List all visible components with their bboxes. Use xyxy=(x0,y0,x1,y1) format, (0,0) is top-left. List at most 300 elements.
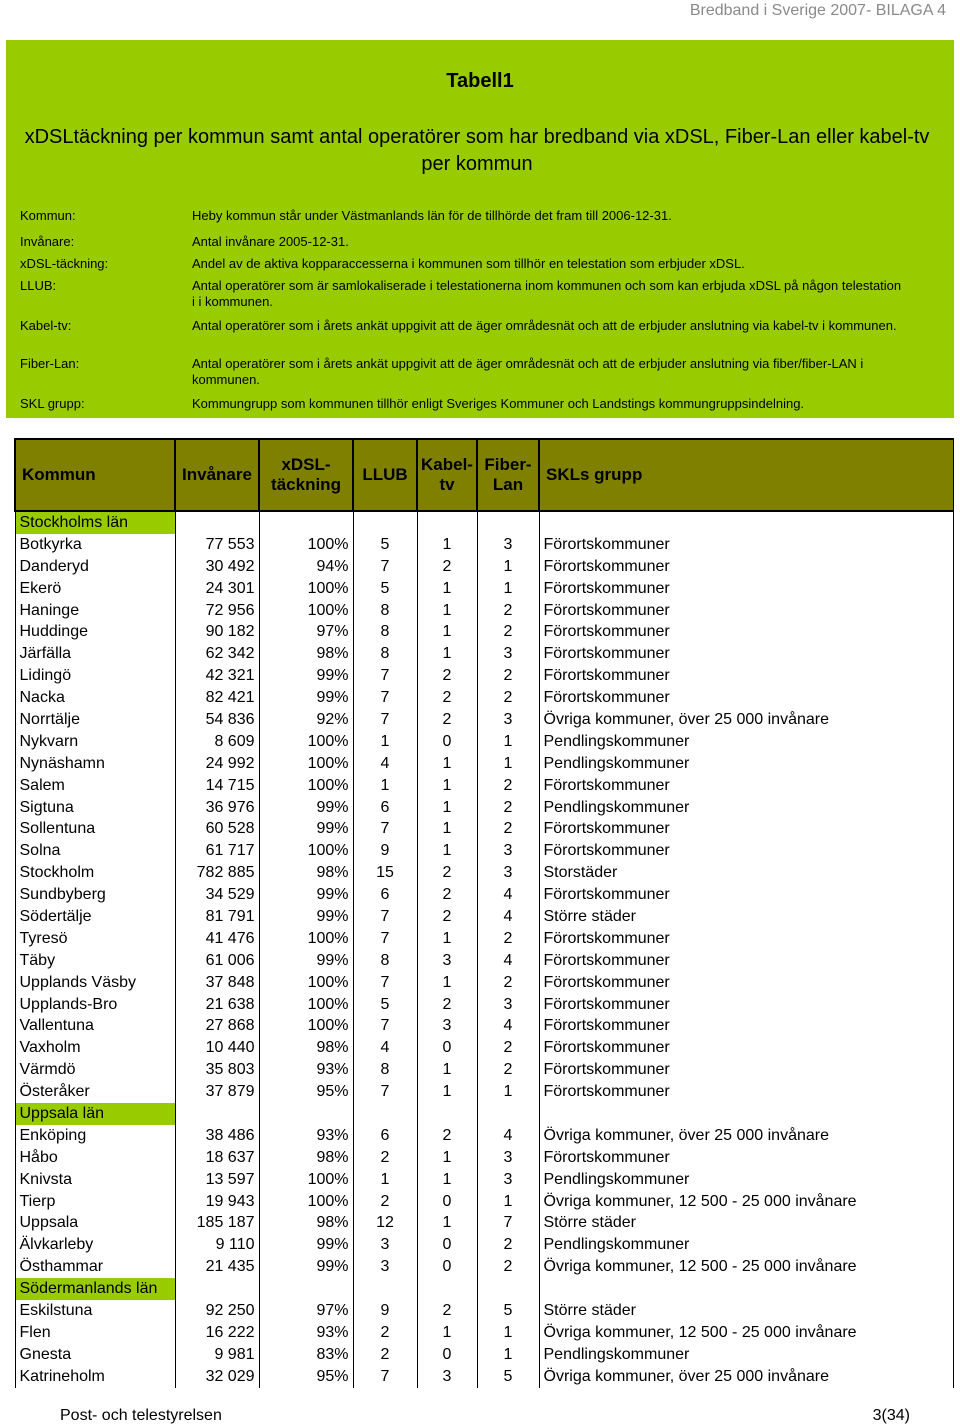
cell-skl-grupp: Förortskommuner xyxy=(539,1015,953,1037)
cell-kabel-tv: 1 xyxy=(417,1059,477,1081)
county-name: Uppsala län xyxy=(15,1103,175,1125)
cell-kabel-tv: 2 xyxy=(417,709,477,731)
cell-kommun: Östhammar xyxy=(15,1256,175,1278)
cell-fiber-lan: 2 xyxy=(477,972,539,994)
cell-llub: 2 xyxy=(353,1344,417,1366)
cell-kabel-tv: 3 xyxy=(417,1015,477,1037)
cell-xdsl: 99% xyxy=(259,1234,353,1256)
cell-llub: 7 xyxy=(353,1081,417,1103)
definition-skl-grupp xyxy=(20,396,920,412)
cell-kabel-tv: 1 xyxy=(417,775,477,797)
cell-fiber-lan: 1 xyxy=(477,1322,539,1344)
table-row xyxy=(15,600,953,622)
cell-kabel-tv: 1 xyxy=(417,534,477,556)
county-name: Södermanlands län xyxy=(15,1278,175,1300)
cell-kabel-tv: 1 xyxy=(417,972,477,994)
cell-kommun: Uppsala xyxy=(15,1213,175,1235)
cell-skl-grupp: Förortskommuner xyxy=(539,643,953,665)
cell-invanare: 36 976 xyxy=(175,797,259,819)
cell-fiber-lan: 1 xyxy=(477,578,539,600)
definition-term: Kabel-tv: xyxy=(20,318,72,333)
cell-llub: 9 xyxy=(353,840,417,862)
cell-kabel-tv: 1 xyxy=(417,797,477,819)
table-row xyxy=(15,556,953,578)
cell-llub: 7 xyxy=(353,556,417,578)
cell-llub: 1 xyxy=(353,775,417,797)
cell-kabel-tv: 2 xyxy=(417,1300,477,1322)
cell-kommun: Lidingö xyxy=(15,665,175,687)
broadband-table xyxy=(14,438,954,1388)
cell-fiber-lan: 5 xyxy=(477,1366,539,1388)
cell-skl-grupp: Pendlingskommuner xyxy=(539,797,953,819)
cell-xdsl: 95% xyxy=(259,1366,353,1388)
cell-skl-grupp: Förortskommuner xyxy=(539,534,953,556)
cell-fiber-lan: 2 xyxy=(477,665,539,687)
cell-fiber-lan: 2 xyxy=(477,621,539,643)
cell-invanare: 10 440 xyxy=(175,1037,259,1059)
cell-skl-grupp: Övriga kommuner, 12 500 - 25 000 invånare xyxy=(539,1191,953,1213)
cell-llub: 3 xyxy=(353,1256,417,1278)
cell-kabel-tv: 1 xyxy=(417,1081,477,1103)
definition-kabel-tv xyxy=(20,318,920,352)
cell-skl-grupp: Övriga kommuner, över 25 000 invånare xyxy=(539,1125,953,1147)
cell-kommun: Huddinge xyxy=(15,621,175,643)
cell-kommun: Flen xyxy=(15,1322,175,1344)
cell-kabel-tv: 1 xyxy=(417,1147,477,1169)
cell-invanare: 9 110 xyxy=(175,1234,259,1256)
cell-skl-grupp: Förortskommuner xyxy=(539,1081,953,1103)
cell-skl-grupp: Förortskommuner xyxy=(539,818,953,840)
cell-kabel-tv: 2 xyxy=(417,1125,477,1147)
cell-skl-grupp: Förortskommuner xyxy=(539,775,953,797)
table-row xyxy=(15,753,953,775)
cell-invanare: 18 637 xyxy=(175,1147,259,1169)
cell-llub: 6 xyxy=(353,1125,417,1147)
cell-xdsl: 100% xyxy=(259,775,353,797)
cell-kabel-tv: 1 xyxy=(417,1322,477,1344)
cell-skl-grupp: Förortskommuner xyxy=(539,665,953,687)
county-row xyxy=(15,1103,953,1125)
table-row xyxy=(15,928,953,950)
empty-cell xyxy=(353,511,417,534)
table-row xyxy=(15,1322,953,1344)
cell-llub: 5 xyxy=(353,534,417,556)
cell-kabel-tv: 1 xyxy=(417,621,477,643)
cell-kommun: Sollentuna xyxy=(15,818,175,840)
cell-skl-grupp: Pendlingskommuner xyxy=(539,753,953,775)
cell-kabel-tv: 0 xyxy=(417,1344,477,1366)
cell-kabel-tv: 1 xyxy=(417,1169,477,1191)
cell-skl-grupp: Förortskommuner xyxy=(539,972,953,994)
cell-xdsl: 98% xyxy=(259,1213,353,1235)
cell-fiber-lan: 1 xyxy=(477,1344,539,1366)
cell-skl-grupp: Förortskommuner xyxy=(539,1037,953,1059)
cell-fiber-lan: 1 xyxy=(477,1081,539,1103)
cell-llub: 2 xyxy=(353,1191,417,1213)
table-row xyxy=(15,1344,953,1366)
definition-term: Invånare: xyxy=(20,234,75,249)
cell-invanare: 30 492 xyxy=(175,556,259,578)
intro-box xyxy=(6,40,954,418)
cell-invanare: 35 803 xyxy=(175,1059,259,1081)
cell-xdsl: 100% xyxy=(259,972,353,994)
cell-kommun: Södertälje xyxy=(15,906,175,928)
table-row xyxy=(15,1147,953,1169)
cell-llub: 4 xyxy=(353,753,417,775)
definition-desc: Kommungrupp som kommunen tillhör enligt Sveriges Kommuner och Landstings kommungruppsindelning. xyxy=(192,396,805,411)
cell-xdsl: 100% xyxy=(259,840,353,862)
cell-llub: 8 xyxy=(353,1059,417,1081)
cell-kommun: Nynäshamn xyxy=(15,753,175,775)
empty-cell xyxy=(539,1103,953,1125)
cell-kommun: Danderyd xyxy=(15,556,175,578)
table-row xyxy=(15,972,953,994)
empty-cell xyxy=(539,511,953,534)
cell-skl-grupp: Pendlingskommuner xyxy=(539,1169,953,1191)
cell-kommun: Haninge xyxy=(15,600,175,622)
cell-xdsl: 93% xyxy=(259,1059,353,1081)
cell-llub: 7 xyxy=(353,1015,417,1037)
empty-cell xyxy=(539,1278,953,1300)
cell-xdsl: 99% xyxy=(259,950,353,972)
cell-kommun: Upplands Väsby xyxy=(15,972,175,994)
cell-invanare: 61 717 xyxy=(175,840,259,862)
empty-cell xyxy=(477,1103,539,1125)
definition-term: SKL grupp: xyxy=(20,396,85,411)
cell-llub: 6 xyxy=(353,884,417,906)
cell-xdsl: 100% xyxy=(259,600,353,622)
cell-skl-grupp: Större städer xyxy=(539,1213,953,1235)
table-row xyxy=(15,994,953,1016)
cell-kabel-tv: 1 xyxy=(417,840,477,862)
cell-xdsl: 100% xyxy=(259,928,353,950)
definition-llub xyxy=(20,278,920,312)
definition-fiber-lan xyxy=(20,356,920,390)
cell-kabel-tv: 0 xyxy=(417,1191,477,1213)
cell-xdsl: 93% xyxy=(259,1322,353,1344)
cell-llub: 7 xyxy=(353,687,417,709)
cell-llub: 7 xyxy=(353,665,417,687)
cell-fiber-lan: 1 xyxy=(477,731,539,753)
definition-desc: Heby kommun står under Västmanlands län för de tillhörde det fram till 2006-12-31. xyxy=(192,208,672,223)
cell-invanare: 38 486 xyxy=(175,1125,259,1147)
cell-xdsl: 99% xyxy=(259,906,353,928)
cell-llub: 7 xyxy=(353,1366,417,1388)
cell-kommun: Solna xyxy=(15,840,175,862)
cell-kommun: Gnesta xyxy=(15,1344,175,1366)
table-row xyxy=(15,643,953,665)
cell-kommun: Nykvarn xyxy=(15,731,175,753)
cell-skl-grupp: Förortskommuner xyxy=(539,928,953,950)
cell-xdsl: 99% xyxy=(259,818,353,840)
cell-kabel-tv: 0 xyxy=(417,1256,477,1278)
definition-desc: Antal operatörer som i årets ankät uppgivit att de äger områdesnät och att de erbjuder anslutning via kabel-tv i kommunen. xyxy=(192,318,897,333)
cell-invanare: 37 879 xyxy=(175,1081,259,1103)
cell-kommun: Älvkarleby xyxy=(15,1234,175,1256)
definition-term: LLUB: xyxy=(20,278,57,293)
county-row xyxy=(15,511,953,534)
cell-xdsl: 99% xyxy=(259,797,353,819)
table-row xyxy=(15,1234,953,1256)
cell-fiber-lan: 3 xyxy=(477,709,539,731)
cell-xdsl: 98% xyxy=(259,1147,353,1169)
cell-kabel-tv: 2 xyxy=(417,994,477,1016)
cell-kommun: Värmdö xyxy=(15,1059,175,1081)
definition-kommun xyxy=(20,208,920,224)
cell-invanare: 81 791 xyxy=(175,906,259,928)
cell-skl-grupp: Förortskommuner xyxy=(539,600,953,622)
cell-xdsl: 99% xyxy=(259,665,353,687)
table-body xyxy=(15,511,953,1388)
cell-fiber-lan: 2 xyxy=(477,797,539,819)
cell-fiber-lan: 2 xyxy=(477,775,539,797)
cell-llub: 8 xyxy=(353,600,417,622)
table-row xyxy=(15,621,953,643)
empty-cell xyxy=(417,1278,477,1300)
cell-skl-grupp: Förortskommuner xyxy=(539,994,953,1016)
cell-kabel-tv: 1 xyxy=(417,1213,477,1235)
cell-fiber-lan: 2 xyxy=(477,818,539,840)
cell-llub: 3 xyxy=(353,1234,417,1256)
cell-kabel-tv: 2 xyxy=(417,862,477,884)
table-title: Tabell1 xyxy=(446,70,514,92)
table-row xyxy=(15,665,953,687)
cell-skl-grupp: Övriga kommuner, 12 500 - 25 000 invånare xyxy=(539,1256,953,1278)
cell-kommun: Ekerö xyxy=(15,578,175,600)
cell-kommun: Järfälla xyxy=(15,643,175,665)
table-row xyxy=(15,818,953,840)
cell-kabel-tv: 2 xyxy=(417,665,477,687)
cell-invanare: 54 836 xyxy=(175,709,259,731)
cell-xdsl: 100% xyxy=(259,534,353,556)
cell-skl-grupp: Övriga kommuner, över 25 000 invånare xyxy=(539,709,953,731)
cell-kommun: Nacka xyxy=(15,687,175,709)
cell-fiber-lan: 2 xyxy=(477,600,539,622)
county-name: Stockholms län xyxy=(15,511,175,534)
footer-publisher: Post- och telestyrelsen xyxy=(60,1407,222,1424)
cell-fiber-lan: 3 xyxy=(477,1147,539,1169)
cell-kommun: Upplands-Bro xyxy=(15,994,175,1016)
cell-kabel-tv: 0 xyxy=(417,1037,477,1059)
cell-invanare: 27 868 xyxy=(175,1015,259,1037)
cell-invanare: 8 609 xyxy=(175,731,259,753)
cell-xdsl: 99% xyxy=(259,687,353,709)
cell-kommun: Stockholm xyxy=(15,862,175,884)
cell-skl-grupp: Övriga kommuner, över 25 000 invånare xyxy=(539,1366,953,1388)
cell-fiber-lan: 4 xyxy=(477,950,539,972)
cell-kommun: Botkyrka xyxy=(15,534,175,556)
col-header-llub: LLUB xyxy=(353,439,417,511)
cell-llub: 8 xyxy=(353,643,417,665)
table-row xyxy=(15,534,953,556)
table-row xyxy=(15,906,953,928)
table-row xyxy=(15,1366,953,1388)
table-row xyxy=(15,687,953,709)
cell-invanare: 21 638 xyxy=(175,994,259,1016)
cell-kommun: Täby xyxy=(15,950,175,972)
empty-cell xyxy=(353,1103,417,1125)
cell-llub: 7 xyxy=(353,972,417,994)
cell-fiber-lan: 2 xyxy=(477,687,539,709)
table-row xyxy=(15,1059,953,1081)
cell-kommun: Eskilstuna xyxy=(15,1300,175,1322)
cell-invanare: 32 029 xyxy=(175,1366,259,1388)
cell-llub: 9 xyxy=(353,1300,417,1322)
cell-llub: 7 xyxy=(353,709,417,731)
cell-llub: 2 xyxy=(353,1147,417,1169)
cell-invanare: 37 848 xyxy=(175,972,259,994)
cell-invanare: 34 529 xyxy=(175,884,259,906)
cell-invanare: 41 476 xyxy=(175,928,259,950)
cell-kabel-tv: 1 xyxy=(417,928,477,950)
table-row xyxy=(15,1037,953,1059)
table-subtitle: xDSLtäckning per kommun samt antal operatörer som har bredband via xDSL, Fiber-Lan eller kabel-tv per kommun xyxy=(24,126,930,175)
cell-llub: 6 xyxy=(353,797,417,819)
cell-xdsl: 92% xyxy=(259,709,353,731)
empty-cell xyxy=(477,511,539,534)
table-row xyxy=(15,578,953,600)
empty-cell xyxy=(477,1278,539,1300)
cell-llub: 1 xyxy=(353,1169,417,1191)
cell-invanare: 19 943 xyxy=(175,1191,259,1213)
definition-desc: Antal operatörer som i årets ankät uppgivit att de äger områdesnät och att de erbjuder anslutning via fiber/fiber-LAN i kommunen. xyxy=(192,356,864,387)
table-row xyxy=(15,1169,953,1191)
col-header-skl-grupp: SKLs grupp xyxy=(539,439,953,511)
empty-cell xyxy=(417,1103,477,1125)
cell-skl-grupp: Pendlingskommuner xyxy=(539,1344,953,1366)
cell-kommun: Salem xyxy=(15,775,175,797)
cell-fiber-lan: 2 xyxy=(477,1256,539,1278)
cell-xdsl: 100% xyxy=(259,1169,353,1191)
empty-cell xyxy=(259,511,353,534)
cell-kommun: Knivsta xyxy=(15,1169,175,1191)
cell-kabel-tv: 2 xyxy=(417,884,477,906)
cell-llub: 4 xyxy=(353,1037,417,1059)
definition-term: Kommun: xyxy=(20,208,76,223)
table-row xyxy=(15,1191,953,1213)
cell-llub: 1 xyxy=(353,731,417,753)
cell-xdsl: 94% xyxy=(259,556,353,578)
table-row xyxy=(15,709,953,731)
empty-cell xyxy=(353,1278,417,1300)
cell-llub: 5 xyxy=(353,578,417,600)
cell-kabel-tv: 1 xyxy=(417,578,477,600)
cell-invanare: 21 435 xyxy=(175,1256,259,1278)
cell-llub: 2 xyxy=(353,1322,417,1344)
cell-fiber-lan: 5 xyxy=(477,1300,539,1322)
cell-invanare: 92 250 xyxy=(175,1300,259,1322)
cell-kommun: Enköping xyxy=(15,1125,175,1147)
cell-invanare: 60 528 xyxy=(175,818,259,840)
cell-invanare: 9 981 xyxy=(175,1344,259,1366)
cell-invanare: 82 421 xyxy=(175,687,259,709)
cell-fiber-lan: 3 xyxy=(477,862,539,884)
definition-term: xDSL-täckning: xyxy=(20,256,109,271)
table-row xyxy=(15,775,953,797)
cell-invanare: 14 715 xyxy=(175,775,259,797)
footer-page-number: 3(34) xyxy=(872,1407,910,1424)
table-row xyxy=(15,1081,953,1103)
cell-skl-grupp: Förortskommuner xyxy=(539,556,953,578)
county-row xyxy=(15,1278,953,1300)
cell-xdsl: 99% xyxy=(259,884,353,906)
definition-desc: Antal operatörer som är samlokaliserade i telestationerna inom kommunen och som kan erbjuda xDSL på någon telestation i i kommunen. xyxy=(192,278,902,309)
cell-skl-grupp: Förortskommuner xyxy=(539,950,953,972)
table-row xyxy=(15,1015,953,1037)
cell-xdsl: 100% xyxy=(259,994,353,1016)
cell-kommun: Sundbyberg xyxy=(15,884,175,906)
cell-xdsl: 100% xyxy=(259,578,353,600)
cell-invanare: 185 187 xyxy=(175,1213,259,1235)
cell-kommun: Tierp xyxy=(15,1191,175,1213)
cell-skl-grupp: Större städer xyxy=(539,906,953,928)
cell-kabel-tv: 2 xyxy=(417,906,477,928)
cell-invanare: 782 885 xyxy=(175,862,259,884)
cell-skl-grupp: Förortskommuner xyxy=(539,1147,953,1169)
cell-xdsl: 100% xyxy=(259,731,353,753)
cell-fiber-lan: 2 xyxy=(477,1059,539,1081)
cell-kabel-tv: 0 xyxy=(417,731,477,753)
cell-invanare: 77 553 xyxy=(175,534,259,556)
cell-invanare: 62 342 xyxy=(175,643,259,665)
cell-kommun: Sigtuna xyxy=(15,797,175,819)
cell-xdsl: 95% xyxy=(259,1081,353,1103)
cell-fiber-lan: 3 xyxy=(477,1169,539,1191)
table-row xyxy=(15,884,953,906)
cell-kabel-tv: 2 xyxy=(417,556,477,578)
cell-kommun: Katrineholm xyxy=(15,1366,175,1388)
table-row xyxy=(15,1256,953,1278)
cell-invanare: 42 321 xyxy=(175,665,259,687)
cell-kabel-tv: 1 xyxy=(417,643,477,665)
definition-invanare xyxy=(20,234,920,250)
definition-desc: Andel av de aktiva kopparaccesserna i kommunen som tillhör en telestation som erbjuder xDSL. xyxy=(192,256,745,271)
cell-invanare: 24 301 xyxy=(175,578,259,600)
cell-fiber-lan: 1 xyxy=(477,1191,539,1213)
col-header-xdsl: xDSL-täckning xyxy=(259,439,353,511)
table-row xyxy=(15,840,953,862)
cell-xdsl: 98% xyxy=(259,862,353,884)
cell-invanare: 90 182 xyxy=(175,621,259,643)
cell-fiber-lan: 3 xyxy=(477,534,539,556)
cell-skl-grupp: Förortskommuner xyxy=(539,578,953,600)
col-header-kabel-tv: Kabel-tv xyxy=(417,439,477,511)
cell-fiber-lan: 3 xyxy=(477,840,539,862)
cell-fiber-lan: 1 xyxy=(477,753,539,775)
cell-xdsl: 93% xyxy=(259,1125,353,1147)
cell-xdsl: 100% xyxy=(259,753,353,775)
cell-fiber-lan: 7 xyxy=(477,1213,539,1235)
cell-skl-grupp: Större städer xyxy=(539,1300,953,1322)
definition-term: Fiber-Lan: xyxy=(20,356,80,371)
cell-kommun: Norrtälje xyxy=(15,709,175,731)
definition-xdsl xyxy=(20,256,920,272)
empty-cell xyxy=(417,511,477,534)
col-header-fiber-lan: Fiber-Lan xyxy=(477,439,539,511)
cell-kabel-tv: 1 xyxy=(417,753,477,775)
cell-llub: 5 xyxy=(353,994,417,1016)
cell-skl-grupp: Övriga kommuner, 12 500 - 25 000 invånare xyxy=(539,1322,953,1344)
cell-skl-grupp: Förortskommuner xyxy=(539,687,953,709)
cell-xdsl: 98% xyxy=(259,1037,353,1059)
cell-xdsl: 98% xyxy=(259,643,353,665)
running-header: Bredband i Sverige 2007- BILAGA 4 xyxy=(689,2,946,19)
cell-fiber-lan: 3 xyxy=(477,994,539,1016)
cell-xdsl: 97% xyxy=(259,1300,353,1322)
cell-kommun: Håbo xyxy=(15,1147,175,1169)
table-row xyxy=(15,1125,953,1147)
empty-cell xyxy=(259,1103,353,1125)
